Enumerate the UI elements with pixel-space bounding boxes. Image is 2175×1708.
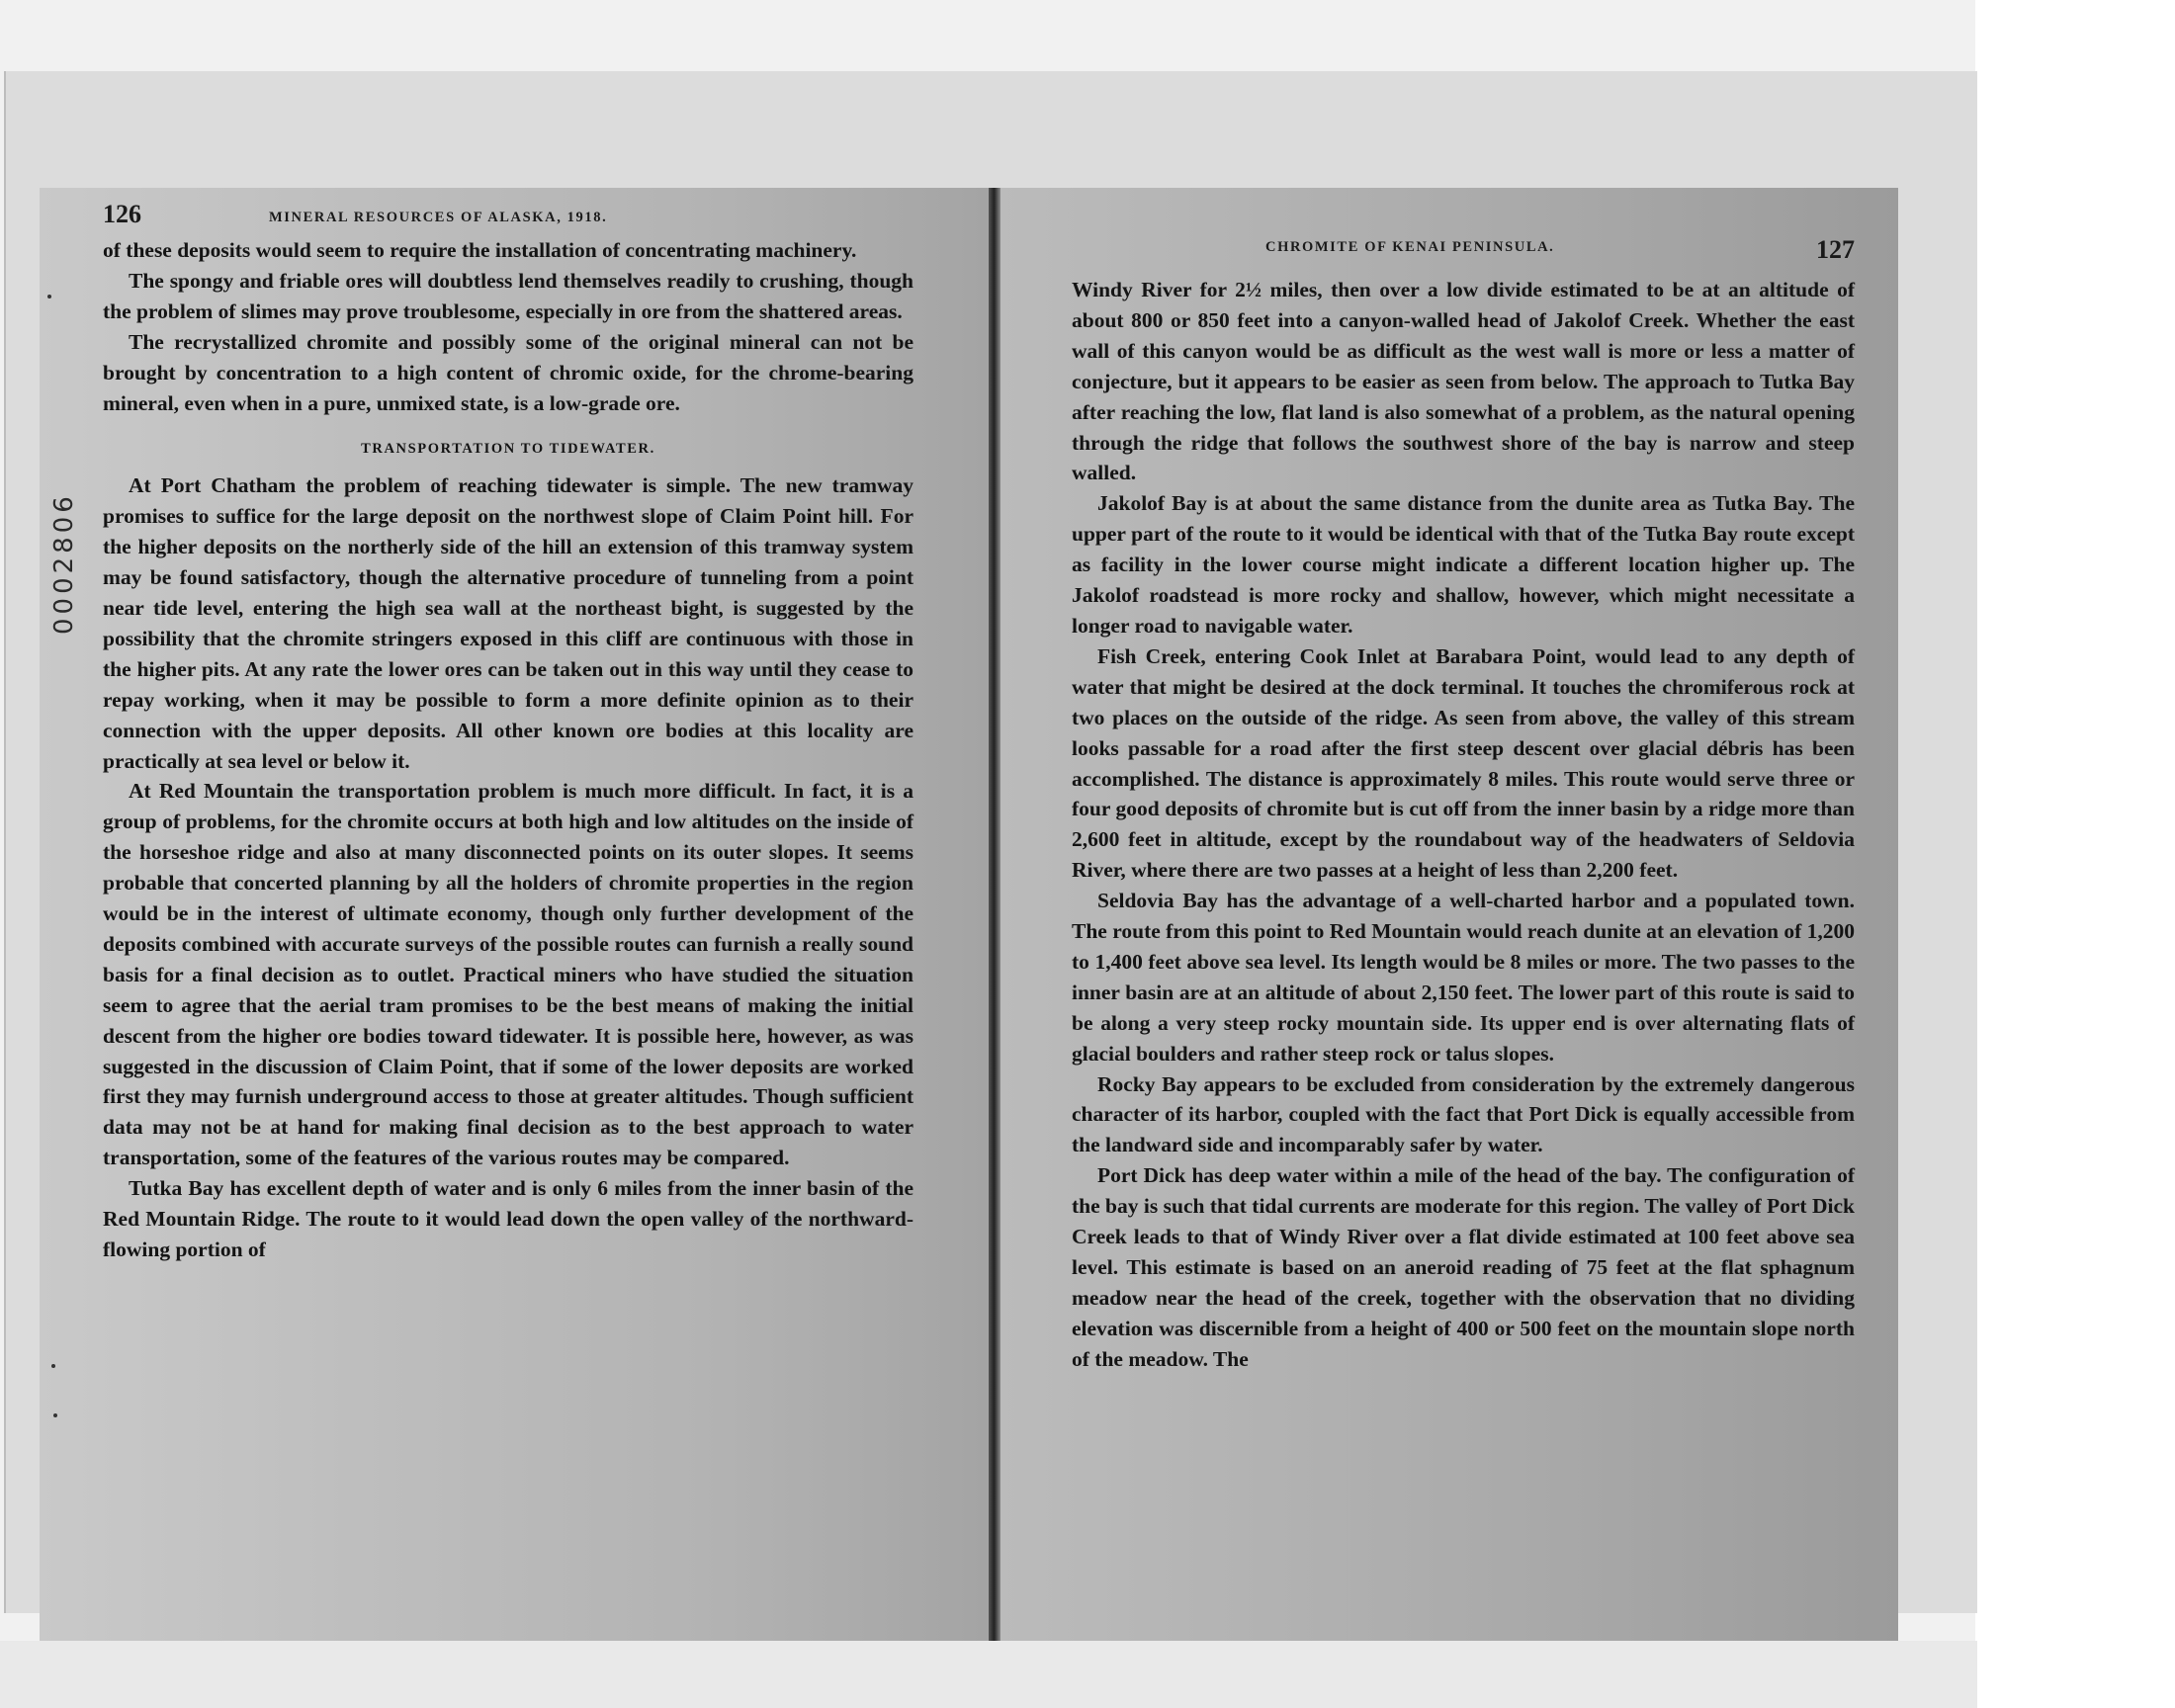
scanned-photograph (4, 71, 1977, 1613)
paragraph: of these deposits would seem to require the installation of concentrating machinery. (103, 238, 857, 262)
scanner-margin (1975, 0, 2175, 1708)
margin-stamp: 0002806 (49, 492, 79, 635)
right-page-content (1072, 196, 1855, 1375)
paragraph: The spongy and friable ores will doubtless lend themselves readily to crushing, though the problem of slimes may prove troublesome, especially in ore from the shattered areas. (103, 268, 914, 323)
paragraph: Tutka Bay has excellent depth of water and is only 6 miles from the inner basin of the Red Mountain Ridge. The route to it would lead down the open valley of the northward-flowing portion of (103, 1176, 914, 1261)
left-body-text (103, 235, 914, 1265)
scan-speck (53, 1413, 57, 1417)
paragraph: At Port Chatham the problem of reaching tidewater is simple. The new tramway promises to suffice for the large deposit on the northwest slope of Claim Point hill. For the higher deposits on the northerly side of the hill an extension of this tramway system may be found satisfactory, though the alternative procedure of tunneling from a point near tide level, entering the high sea wall at the northeast bight, is suggested by the possibility that the chromite stringers exposed in this cliff are continuous with those in the higher pits. At any rate the lower ores can be taken out in this way until they cease to repay working, when it may be possible to form a more definite opinion as to their connection with the upper deposits. All other known ore bodies at this locality are practically at sea level or below it. (103, 473, 914, 773)
left-running-head (103, 196, 914, 235)
right-body-text (1072, 275, 1855, 1375)
running-head-title-left: MINERAL RESOURCES OF ALASKA, 1918. (269, 210, 608, 225)
page-number-left: 126 (103, 200, 141, 228)
paragraph: Seldovia Bay has the advantage of a well-charted harbor and a populated town. The route from this point to Red Mountain would reach dunite at an elevation of 1,200 to 1,400 feet above sea level. Its length would be 8 miles or more. The two passes to the inner basin are at an altitude of about 2,150 feet. The lower part of this route is said to be along a very steep rocky mountain side. Its upper end is over alternating flats of glacial boulders and rather steep rock or talus slopes. (1072, 889, 1855, 1066)
left-page-content (103, 196, 914, 1265)
paragraph: At Red Mountain the transportation problem is much more difficult. In fact, it is a group of problems, for the chromite occurs at both high and low altitudes on the inside of the horseshoe ridge and also at many disconnected points on its outer slopes. It seems probable that concerted planning by all the holders of chromite properties in the region would be in the interest of ultimate economy, though only further development of the deposits combined with accurate surveys of the possible routes can furnish a really sound basis for a final decision as to outlet. Practical miners who have studied the situation seem to agree that the aerial tram promises to be the best means of making the initial descent from the higher ore bodies toward tidewater. It is possible here, however, as was suggested in the discussion of Claim Point, that if some of the lower deposits are worked first they may furnish underground access to those at greater altitudes. Though sufficient data may not be at hand for making final decision as to the best approach to water transportation, some of the features of the various routes may be compared. (103, 779, 914, 1170)
paragraph: Windy River for 2½ miles, then over a low divide estimated to be at an altitude of about 800 or 850 feet into a canyon-walled head of Jakolof Creek. Whether the east wall of this canyon would be as difficult as the west wall is more or less a matter of conjecture, but it appears to be easier as seen from below. The approach to Tutka Bay after reaching the low, flat land is also somewhat of a problem, as the natural opening through the ridge that follows the southwest shore of the bay is narrow and steep walled. (1072, 278, 1855, 485)
right-running-head (1072, 196, 1855, 275)
right-page (1000, 188, 1898, 1641)
paragraph: Fish Creek, entering Cook Inlet at Barabara Point, would lead to any depth of water that might be desired at the dock terminal. It touches the chromiferous rock at two places on the outside of the ridge. As seen from above, the valley of this stream looks passable for a road after the first steep descent over glacial débris has been accomplished. The distance is approximately 8 miles. This route would serve three or four good deposits of chromite but is cut off from the inner basin by a ridge more than 2,600 feet in altitude, except by the roundabout way of the headwaters of Seldovia River, where there are two passes at a height of less than 2,200 feet. (1072, 643, 1855, 883)
page-number-right: 127 (1816, 235, 1855, 264)
paragraph: Rocky Bay appears to be excluded from consideration by the extremely dangerous character of its harbor, coupled with the fact that Port Dick is equally accessible from the landward side and incomparably safer by water. (1072, 1071, 1855, 1157)
paragraph: Jakolof Bay is at about the same distance from the dunite area as Tutka Bay. The upper part of the route to it would be identical with that of the Tutka Bay route except as facility in the lower course might indicate a different location higher up. The Jakolof roadstead is more rocky and shallow, however, which might necessitate a longer road to navigable water. (1072, 491, 1855, 638)
paragraph: The recrystallized chromite and possibly some of the original mineral can not be brought by concentration to a high content of chromic oxide, for the chrome-bearing mineral, even when in a pure, unmixed state, is a low-grade ore. (103, 329, 914, 415)
book-gutter (989, 188, 1000, 1641)
section-heading: TRANSPORTATION TO TIDEWATER. (361, 441, 655, 458)
scan-speck (51, 1364, 55, 1368)
scan-speck (47, 295, 51, 299)
running-head-title-right: CHROMITE OF KENAI PENINSULA. (1265, 239, 1555, 255)
left-page (40, 188, 989, 1641)
book-spread (40, 188, 1898, 1641)
scanner-bed (0, 1641, 1977, 1708)
paragraph: Port Dick has deep water within a mile of the head of the bay. The configuration of the bay is such that tidal currents are moderate for this region. The valley of Port Dick Creek leads to that of Windy River over a flat divide estimated at 100 feet above sea level. This estimate is based on an aneroid reading of 75 feet at the flat sphagnum meadow near the head of the creek, together with the observation that no dividing elevation was discernible from a height of 400 or 500 feet on the mountain slope north of the meadow. The (1072, 1163, 1855, 1371)
